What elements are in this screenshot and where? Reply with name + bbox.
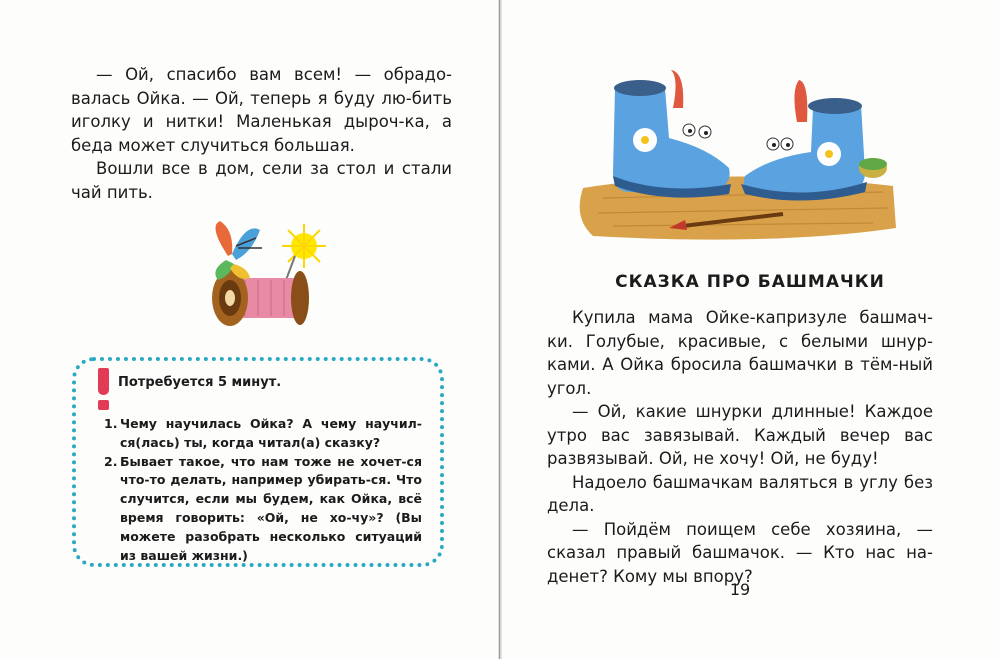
story-title: СКАЗКА ПРО БАШМАЧКИ (615, 272, 885, 292)
paragraph: — Ой, спасибо вам всем! — обрадо-валась Ойка. — Ой, теперь я буду лю-бить иголку и нитки! Маленькая дыроч-ка, а беда может случиться большая. (71, 65, 452, 155)
right-text (547, 306, 933, 588)
paragraph: Надоело башмачкам валяться в углу без дела. (547, 472, 933, 515)
paragraph: — Ой, какие шнурки длинные! Каждое утро вас завязывай. Каждый вечер вас развязывай. Ой, не хочу! Ой, не буду! (547, 402, 933, 468)
right-page (500, 0, 1000, 659)
paragraph: Вошли все в дом, сели за стол и стали чай пить. (71, 159, 452, 202)
spool-illustration (200, 216, 340, 331)
butterfly-illustration (215, 221, 262, 280)
flower-icon (633, 128, 657, 152)
left-text (71, 63, 452, 204)
page-number: 19 (729, 580, 751, 599)
time-note: Потребуется 5 минут. (118, 375, 282, 390)
sparkle-icon (282, 224, 326, 268)
question-item: 1. Чему научилась Ойка? А чему научил-ся(лась) ты, когда читал(а) сказку? (104, 416, 422, 450)
paragraph: — Пойдём поищем себе хозяина, — сказал правый башмачок. — Кто нас на-денет? Кому мы впору? (547, 519, 933, 586)
boots-illustration (573, 68, 896, 248)
question-item: 2. Бывает такое, что нам тоже не хочет-ся что-то делать, например убирать-ся. Что случится, если мы будем, как Ойка, всё время говорить: «Ой, не хо-чу»? (Вы можете разобрать несколько ситуаций из вашей жизни.) (104, 453, 422, 563)
question-list (104, 415, 422, 565)
paragraph: Купила мама Ойке-капризуле башмач-ки. Голубые, красивые, с белыми шнур-ками. А Ойка бросила башмачки в тём-ный угол. (547, 308, 933, 398)
exclamation-icon (96, 368, 112, 410)
flower-icon (817, 142, 841, 166)
